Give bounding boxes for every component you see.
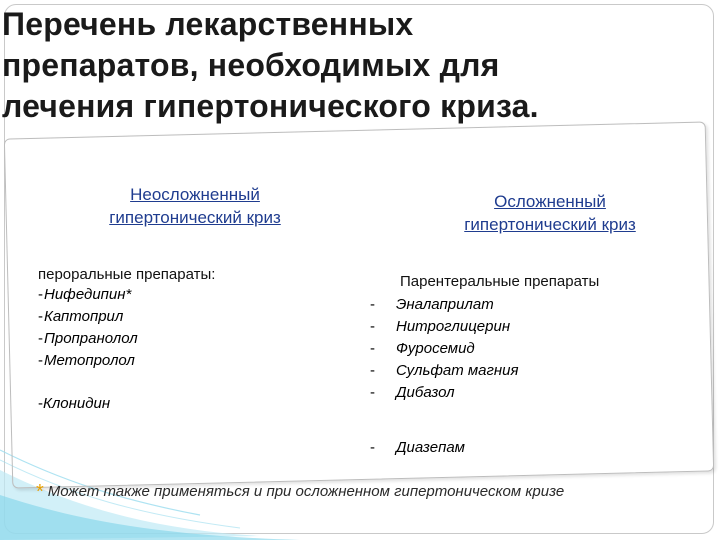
list-item: - Эналаприлат xyxy=(370,296,494,313)
oral-drugs-list xyxy=(38,284,138,372)
list-item: -Метопролол xyxy=(38,352,135,369)
asterisk-icon: * xyxy=(36,481,44,503)
title-line-3: лечения гипертонического криза. xyxy=(2,88,539,124)
title-line-2: препаратов, необходимых для xyxy=(2,47,500,83)
list-item: - Дибазол xyxy=(370,384,455,401)
parenteral-drugs-subheading: Парентеральные препараты xyxy=(400,273,600,290)
list-item: - Сульфат магния xyxy=(370,362,519,379)
right-heading-line-2: гипертонический криз xyxy=(464,215,636,234)
list-item: - Нитроглицерин xyxy=(370,318,511,335)
clonidine-item: -Клонидин xyxy=(38,395,111,412)
list-item: -Пропранолол xyxy=(38,330,138,347)
footnote xyxy=(36,481,564,504)
page-title xyxy=(2,4,692,127)
right-heading-line-1: Осложненный xyxy=(494,192,606,211)
uncomplicated-crisis-heading xyxy=(60,183,330,229)
footnote-text: Может также применяться и при осложненном гипертоническом кризе xyxy=(47,483,565,500)
left-heading-line-1: Неосложненный xyxy=(130,185,260,204)
list-item: - Фуросемид xyxy=(370,340,475,357)
complicated-crisis-heading xyxy=(400,190,700,236)
parenteral-drugs-list xyxy=(370,294,519,404)
list-item: -Каптоприл xyxy=(38,308,124,325)
title-line-1: Перечень лекарственных xyxy=(2,6,414,42)
oral-drugs-subheading: пероральные препараты: xyxy=(38,266,216,283)
left-heading-line-2: гипертонический криз xyxy=(109,208,281,227)
diazepam-item: - Диазепам xyxy=(370,439,465,456)
list-item: -Нифедипин* xyxy=(38,286,132,303)
